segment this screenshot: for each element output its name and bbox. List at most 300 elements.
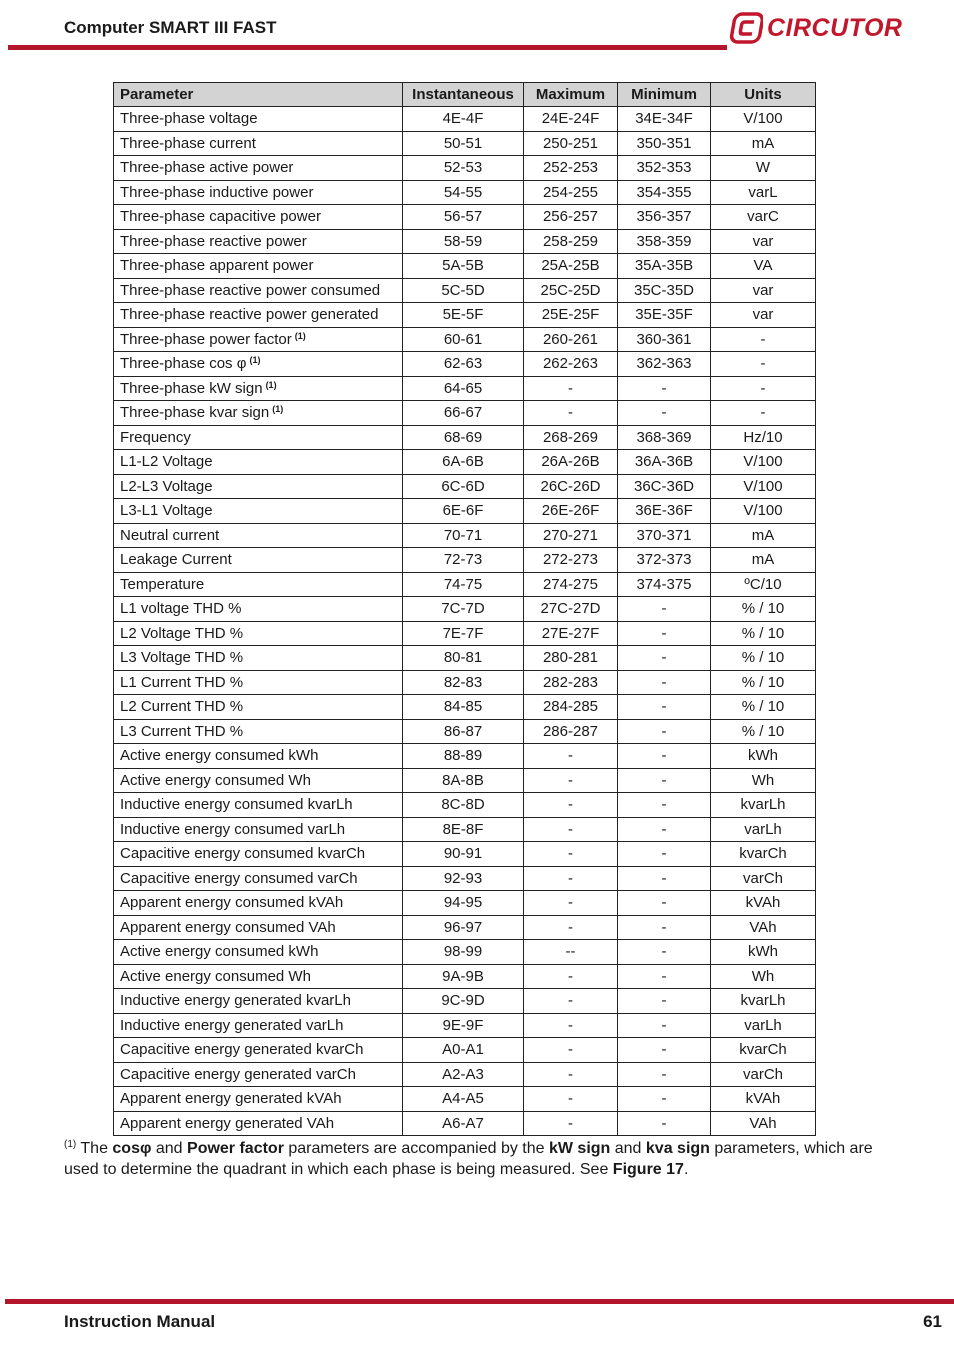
instantaneous-address-cell: 74-75 [403,572,524,597]
parameter-name: Inductive energy consumed varLh [120,820,346,838]
page-number: 61 [923,1312,942,1331]
maximum-address-cell: 258-259 [524,229,618,254]
parameter-cell [114,548,403,573]
units-cell: V/100 [711,107,816,132]
table-row [114,1062,816,1087]
units-cell: V/100 [711,474,816,499]
parameter-name: Three-phase active power [120,159,294,177]
minimum-address-cell: 356-357 [618,205,711,230]
footer-rule [5,1299,954,1304]
minimum-address-cell: 370-371 [618,523,711,548]
table-row [114,940,816,965]
instantaneous-address-cell: 9A-9B [403,964,524,989]
minimum-address-cell: - [618,842,711,867]
minimum-address-cell: - [618,1111,711,1136]
units-cell: W [711,156,816,181]
maximum-address-cell: 284-285 [524,695,618,720]
minimum-address-cell: - [618,891,711,916]
units-cell: kWh [711,744,816,769]
footnote-text: parameters are accompanied by the [283,1140,549,1157]
column-header-minimum: Minimum [618,83,711,107]
parameter-name: Inductive energy generated kvarLh [120,992,351,1010]
parameter-name: Three-phase capacitive power [120,208,321,226]
maximum-address-cell: 26A-26B [524,450,618,475]
table-row [114,327,816,352]
minimum-address-cell: 372-373 [618,548,711,573]
parameter-cell [114,278,403,303]
parameter-cell [114,572,403,597]
instantaneous-address-cell: 8E-8F [403,817,524,842]
table-row [114,891,816,916]
units-cell: kvarLh [711,793,816,818]
units-cell: mA [711,548,816,573]
table-row [114,131,816,156]
table-row [114,205,816,230]
maximum-address-cell: - [524,817,618,842]
minimum-address-cell: 352-353 [618,156,711,181]
parameter-name: Frequency [120,428,191,446]
table-row [114,523,816,548]
units-cell: mA [711,131,816,156]
footnote [64,1138,884,1180]
table-row [114,180,816,205]
maximum-address-cell: 274-275 [524,572,618,597]
parameter-name: Capacitive energy generated kvarCh [120,1041,364,1059]
parameter-name: Active energy consumed Wh [120,771,311,789]
table-row [114,646,816,671]
table-row [114,842,816,867]
maximum-address-cell: - [524,376,618,401]
units-cell: kVAh [711,1087,816,1112]
instantaneous-address-cell: 64-65 [403,376,524,401]
minimum-address-cell: - [618,376,711,401]
table-row [114,817,816,842]
brand-name: CIRCUTOR [767,13,903,42]
parameter-cell [114,425,403,450]
maximum-address-cell: 250-251 [524,131,618,156]
maximum-address-cell: 268-269 [524,425,618,450]
units-cell: kvarLh [711,989,816,1014]
minimum-address-cell: 360-361 [618,327,711,352]
table-body [114,107,816,1136]
parameter-cell [114,1111,403,1136]
table-row [114,548,816,573]
footnote-text: parameters, which are used to determine the quadrant in which each phase is being measured. See [64,1140,873,1178]
units-cell: varLh [711,817,816,842]
table-row [114,695,816,720]
parameter-name: Apparent energy generated kVAh [120,1090,342,1108]
parameter-name: Three-phase cos φ [120,355,247,373]
instantaneous-address-cell: 6C-6D [403,474,524,499]
maximum-address-cell: - [524,401,618,426]
units-cell: % / 10 [711,646,816,671]
minimum-address-cell: - [618,964,711,989]
parameter-cell [114,670,403,695]
maximum-address-cell: - [524,964,618,989]
table-row [114,621,816,646]
instantaneous-address-cell: 58-59 [403,229,524,254]
units-cell: % / 10 [711,670,816,695]
maximum-address-cell: 24E-24F [524,107,618,132]
footnote-reference: (1) [265,379,277,390]
parameter-name: Active energy consumed Wh [120,967,311,985]
maximum-address-cell: 26C-26D [524,474,618,499]
parameter-cell [114,866,403,891]
maximum-address-cell: - [524,793,618,818]
column-header-parameter: Parameter [114,83,403,107]
parameter-name: Three-phase current [120,134,256,152]
footnote-text: and [151,1140,188,1157]
instantaneous-address-cell: 9C-9D [403,989,524,1014]
parameter-name: L3 Current THD % [120,722,244,740]
parameter-cell [114,793,403,818]
minimum-address-cell: - [618,719,711,744]
parameter-cell [114,131,403,156]
footnote-bold: Power factor [187,1140,284,1157]
table-row [114,303,816,328]
parameter-name: Three-phase inductive power [120,183,314,201]
parameter-name: Three-phase reactive power consumed [120,281,381,299]
minimum-address-cell: 35E-35F [618,303,711,328]
minimum-address-cell: 362-363 [618,352,711,377]
parameter-name: Three-phase kvar sign [120,404,270,422]
table-row [114,376,816,401]
maximum-address-cell: - [524,1038,618,1063]
parameter-name: Capacitive energy consumed kvarCh [120,845,366,863]
parameter-cell [114,229,403,254]
maximum-address-cell: 27C-27D [524,597,618,622]
parameter-cell [114,989,403,1014]
maximum-address-cell: - [524,1087,618,1112]
maximum-address-cell: 262-263 [524,352,618,377]
parameter-name: L1 Current THD % [120,673,244,691]
instantaneous-address-cell: 90-91 [403,842,524,867]
table-row [114,597,816,622]
units-cell: kvarCh [711,1038,816,1063]
parameter-cell [114,180,403,205]
minimum-address-cell: - [618,401,711,426]
instantaneous-address-cell: 5C-5D [403,278,524,303]
table-row [114,744,816,769]
minimum-address-cell: - [618,670,711,695]
units-cell: var [711,303,816,328]
maximum-address-cell: 256-257 [524,205,618,230]
instantaneous-address-cell: 62-63 [403,352,524,377]
parameter-cell [114,940,403,965]
minimum-address-cell: - [618,1062,711,1087]
table-row [114,107,816,132]
parameter-cell [114,450,403,475]
minimum-address-cell: 350-351 [618,131,711,156]
units-cell: varCh [711,866,816,891]
units-cell: mA [711,523,816,548]
parameter-name: Apparent energy generated VAh [120,1114,335,1132]
parameter-name: Leakage Current [120,551,232,569]
parameter-name: Three-phase power factor [120,330,292,348]
maximum-address-cell: 25E-25F [524,303,618,328]
units-cell: V/100 [711,450,816,475]
minimum-address-cell: - [618,940,711,965]
table-row [114,254,816,279]
table-row [114,1038,816,1063]
instantaneous-address-cell: 7C-7D [403,597,524,622]
table-row [114,989,816,1014]
instantaneous-address-cell: 6A-6B [403,450,524,475]
parameter-name: Capacitive energy generated varCh [120,1065,356,1083]
parameter-name: Three-phase reactive power [120,232,307,250]
parameter-cell [114,499,403,524]
units-cell: varC [711,205,816,230]
instantaneous-address-cell: 68-69 [403,425,524,450]
minimum-address-cell: - [618,1013,711,1038]
instantaneous-address-cell: 50-51 [403,131,524,156]
instantaneous-address-cell: 4E-4F [403,107,524,132]
minimum-address-cell: 36A-36B [618,450,711,475]
parameter-cell [114,327,403,352]
parameter-cell [114,842,403,867]
instantaneous-address-cell: 98-99 [403,940,524,965]
parameter-name: L1 voltage THD % [120,600,242,618]
instantaneous-address-cell: 92-93 [403,866,524,891]
units-cell: varCh [711,1062,816,1087]
footnote-text: and [610,1140,646,1157]
units-cell: % / 10 [711,695,816,720]
parameter-name: L3 Voltage THD % [120,649,244,667]
instantaneous-address-cell: 94-95 [403,891,524,916]
document-title: Computer SMART III FAST [64,18,277,37]
table-row [114,229,816,254]
footnote-text: . [683,1161,689,1178]
maximum-address-cell: 252-253 [524,156,618,181]
brand-logo [729,8,909,48]
maximum-address-cell: 25C-25D [524,278,618,303]
parameter-cell [114,891,403,916]
maximum-address-cell: 26E-26F [524,499,618,524]
units-cell: - [711,327,816,352]
instantaneous-address-cell: 70-71 [403,523,524,548]
parameter-cell [114,768,403,793]
table-row [114,768,816,793]
parameter-name: Inductive energy generated varLh [120,1016,344,1034]
minimum-address-cell: - [618,793,711,818]
footnote-bold: kW sign [548,1140,611,1157]
parameter-cell [114,597,403,622]
parameter-name: Capacitive energy consumed varCh [120,869,358,887]
footnote-reference: (1) [249,355,261,366]
units-cell: % / 10 [711,719,816,744]
parameter-name: L3-L1 Voltage [120,502,213,520]
instantaneous-address-cell: 88-89 [403,744,524,769]
minimum-address-cell: 35C-35D [618,278,711,303]
column-header-instantaneous: Instantaneous [403,83,524,107]
instantaneous-address-cell: 7E-7F [403,621,524,646]
minimum-address-cell: 35A-35B [618,254,711,279]
maximum-address-cell: - [524,1013,618,1038]
footnote-bold: cosφ [112,1140,152,1157]
table-row [114,425,816,450]
instantaneous-address-cell: 72-73 [403,548,524,573]
footer-manual-label: Instruction Manual [64,1312,216,1331]
parameter-name: Apparent energy consumed VAh [120,918,336,936]
footnote-text: The [76,1140,113,1157]
table-header-row [114,83,816,107]
parameter-cell [114,205,403,230]
table-row [114,401,816,426]
instantaneous-address-cell: A6-A7 [403,1111,524,1136]
parameter-cell [114,719,403,744]
minimum-address-cell: - [618,817,711,842]
parameter-cell [114,621,403,646]
minimum-address-cell: - [618,597,711,622]
parameter-cell [114,352,403,377]
maximum-address-cell: - [524,744,618,769]
maximum-address-cell: 272-273 [524,548,618,573]
units-cell: % / 10 [711,621,816,646]
minimum-address-cell: - [618,695,711,720]
instantaneous-address-cell: 80-81 [403,646,524,671]
minimum-address-cell: - [618,866,711,891]
parameter-cell [114,474,403,499]
table-row [114,278,816,303]
parameter-name: Three-phase reactive power generated [120,306,379,324]
units-cell: varL [711,180,816,205]
parameter-cell [114,1038,403,1063]
parameter-name: L2 Current THD % [120,698,244,716]
parameter-name: Temperature [120,575,205,593]
instantaneous-address-cell: 84-85 [403,695,524,720]
parameter-name: Three-phase apparent power [120,257,314,275]
table-row [114,964,816,989]
column-header-units: Units [711,83,816,107]
minimum-address-cell: 368-369 [618,425,711,450]
maximum-address-cell: 254-255 [524,180,618,205]
maximum-address-cell: - [524,842,618,867]
parameter-name: Active energy consumed kWh [120,943,319,961]
parameter-name: Three-phase voltage [120,110,258,128]
table-row [114,450,816,475]
minimum-address-cell: 36C-36D [618,474,711,499]
units-cell: var [711,229,816,254]
instantaneous-address-cell: A0-A1 [403,1038,524,1063]
circutor-c-icon [729,11,763,45]
units-cell: - [711,401,816,426]
footnote-bold: kva sign [645,1140,710,1157]
minimum-address-cell: 34E-34F [618,107,711,132]
units-cell: VAh [711,915,816,940]
table-row [114,156,816,181]
instantaneous-address-cell: 8A-8B [403,768,524,793]
maximum-address-cell: - [524,915,618,940]
minimum-address-cell: - [618,621,711,646]
maximum-address-cell: - [524,1111,618,1136]
table-row [114,352,816,377]
parameter-name: Neutral current [120,526,220,544]
table-row [114,1111,816,1136]
footnote-reference: (1) [272,404,284,415]
units-cell: V/100 [711,499,816,524]
units-cell: kvarCh [711,842,816,867]
modbus-parameter-table [113,82,816,1136]
minimum-address-cell: - [618,989,711,1014]
parameter-cell [114,107,403,132]
units-cell: Hz/10 [711,425,816,450]
units-cell: ºC/10 [711,572,816,597]
parameter-cell [114,1013,403,1038]
parameter-name: L2 Voltage THD % [120,624,244,642]
header-rule [8,45,727,50]
table-row [114,1013,816,1038]
maximum-address-cell: 270-271 [524,523,618,548]
units-cell: % / 10 [711,597,816,622]
units-cell: VAh [711,1111,816,1136]
instantaneous-address-cell: 60-61 [403,327,524,352]
column-header-maximum: Maximum [524,83,618,107]
table-row [114,793,816,818]
parameter-cell [114,817,403,842]
table-row [114,915,816,940]
parameter-cell [114,523,403,548]
maximum-address-cell: - [524,866,618,891]
instantaneous-address-cell: 52-53 [403,156,524,181]
table-row [114,499,816,524]
footnote-reference: (1) [294,330,306,341]
parameter-cell [114,915,403,940]
parameter-name: Three-phase kW sign [120,379,263,397]
parameter-cell [114,1087,403,1112]
table-row [114,474,816,499]
parameter-cell [114,376,403,401]
instantaneous-address-cell: 5E-5F [403,303,524,328]
units-cell: kVAh [711,891,816,916]
maximum-address-cell: -- [524,940,618,965]
maximum-address-cell: - [524,768,618,793]
minimum-address-cell: - [618,744,711,769]
maximum-address-cell: 260-261 [524,327,618,352]
maximum-address-cell: - [524,891,618,916]
instantaneous-address-cell: 9E-9F [403,1013,524,1038]
table-row [114,866,816,891]
minimum-address-cell: - [618,646,711,671]
maximum-address-cell: 27E-27F [524,621,618,646]
instantaneous-address-cell: 5A-5B [403,254,524,279]
units-cell: kWh [711,940,816,965]
instantaneous-address-cell: 8C-8D [403,793,524,818]
table-row [114,719,816,744]
instantaneous-address-cell: 54-55 [403,180,524,205]
instantaneous-address-cell: 66-67 [403,401,524,426]
parameter-cell [114,744,403,769]
table-row [114,670,816,695]
maximum-address-cell: - [524,1062,618,1087]
units-cell: - [711,376,816,401]
maximum-address-cell: 280-281 [524,646,618,671]
instantaneous-address-cell: A4-A5 [403,1087,524,1112]
footnote-figure-reference: Figure 17 [612,1161,684,1178]
parameter-name: Apparent energy consumed kVAh [120,894,344,912]
minimum-address-cell: - [618,915,711,940]
parameter-cell [114,646,403,671]
minimum-address-cell: 358-359 [618,229,711,254]
minimum-address-cell: 36E-36F [618,499,711,524]
instantaneous-address-cell: 82-83 [403,670,524,695]
table-row [114,572,816,597]
units-cell: - [711,352,816,377]
parameter-cell [114,695,403,720]
instantaneous-address-cell: A2-A3 [403,1062,524,1087]
parameter-name: Inductive energy consumed kvarLh [120,796,353,814]
units-cell: var [711,278,816,303]
units-cell: Wh [711,964,816,989]
